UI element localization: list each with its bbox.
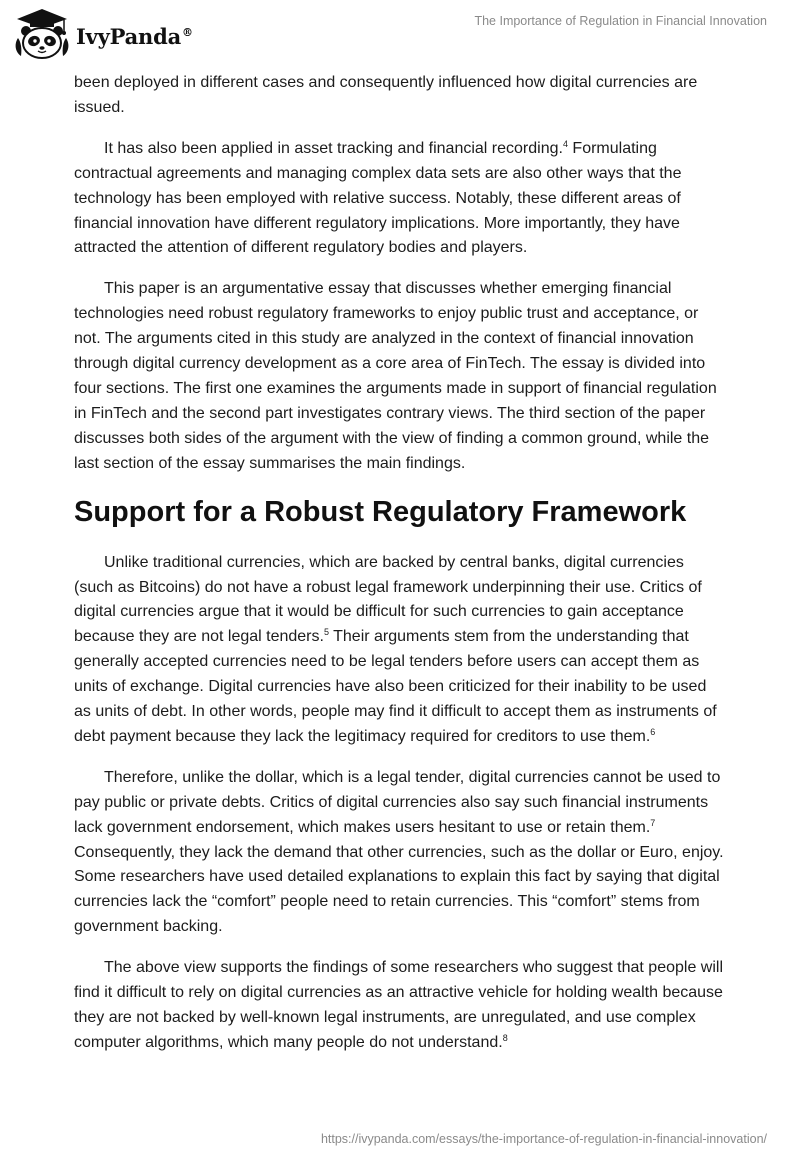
footnote-ref[interactable]: 4 bbox=[562, 138, 568, 149]
paragraph-p1 bbox=[74, 137, 726, 262]
brand-name: IvyPanda® bbox=[76, 23, 193, 49]
paragraph-p0 bbox=[74, 71, 726, 121]
paragraph-text: Their arguments stem from the understanding that generally accepted currencies need to be legal tenders before users can accept them as units of exchange. Digital currencies have also been criticized for their inability to be used as units of debt. In other words, people may find it difficult to accept them as instruments of debt payment because they lack the legitimacy required for creditors to use them. bbox=[74, 628, 717, 745]
footnote-ref[interactable]: 7 bbox=[650, 817, 656, 828]
paragraph-p2 bbox=[74, 277, 726, 476]
footnote-ref[interactable]: 8 bbox=[502, 1032, 508, 1043]
section-paragraphs bbox=[74, 551, 726, 1056]
intro-paragraphs bbox=[74, 71, 726, 477]
paragraph-text: Unlike traditional currencies, which are backed by central banks, digital currencies (such as Bitcoins) do not have a robust legal framework underpinning their use. Critics of digital currencies argue that it would be difficult for such currencies to gain acceptance because they are not legal tenders. bbox=[74, 553, 702, 646]
footnote-ref[interactable]: 5 bbox=[323, 627, 329, 638]
paragraph-text: The above view supports the findings of some researchers who suggest that people will find it difficult to rely on digital currencies as an attractive vehicle for holding wealth because they are not backed by well-known legal instruments, are unregulated, and use complex computer algorithms, which many people do not understand. bbox=[74, 959, 724, 1051]
paragraph-text: This paper is an argumentative essay that discusses whether emerging financial technologies need robust regulatory frameworks to enjoy public trust and acceptance, or not. The arguments cited in this study are analyzed in the context of financial innovation through digital currency development as a core area of FinTech. The essay is divided into four sections. The first one examines the arguments made in support of financial regulation in FinTech and the second part investigates contrary views. The third section of the paper discusses both sides of the argument with the view of finding a common ground, while the last section of the essay summarises the main findings. bbox=[74, 280, 717, 472]
section-heading: Support for a Robust Regulatory Framework bbox=[74, 495, 687, 528]
source-url[interactable]: https://ivypanda.com/essays/the-importance-of-regulation-in-financial-innovation/ bbox=[320, 1132, 767, 1146]
document-title: The Importance of Regulation in Financial Innovation bbox=[474, 14, 767, 28]
paragraph-text: Formulating contractual agreements and managing complex data sets are also other ways that the technology has been employed with relative success. Notably, these different areas of financial innovation have different regulatory implications. More importantly, they have attracted the attention of different regulatory bodies and players. bbox=[74, 139, 682, 257]
paragraph-p4 bbox=[74, 766, 726, 940]
footnote-ref[interactable]: 6 bbox=[650, 726, 656, 737]
panda-graduate-icon bbox=[14, 8, 70, 60]
paragraph-p5 bbox=[74, 956, 726, 1056]
paragraph-text: been deployed in different cases and consequently influenced how digital currencies are issued. bbox=[74, 74, 698, 116]
paragraph-p3 bbox=[74, 551, 726, 750]
paragraph-text: It has also been applied in asset tracking and financial recording. bbox=[104, 139, 563, 157]
paragraph-text: Consequently, they lack the demand that other currencies, such as the dollar or Euro, enjoy. Some researchers have used detailed explanations to explain this fact by saying that digital currencies lack the “comfort” people need to retain currencies. This “comfort” stems from government backing. bbox=[74, 843, 724, 936]
page-header bbox=[0, 0, 800, 70]
brand-logo[interactable] bbox=[14, 8, 193, 60]
essay-body bbox=[74, 71, 726, 1072]
paragraph-text: Therefore, unlike the dollar, which is a legal tender, digital currencies cannot be used to pay public or private debts. Critics of digital currencies also say such financial instruments lack government endorsement, which makes users hesitant to use or retain them. bbox=[74, 768, 721, 836]
